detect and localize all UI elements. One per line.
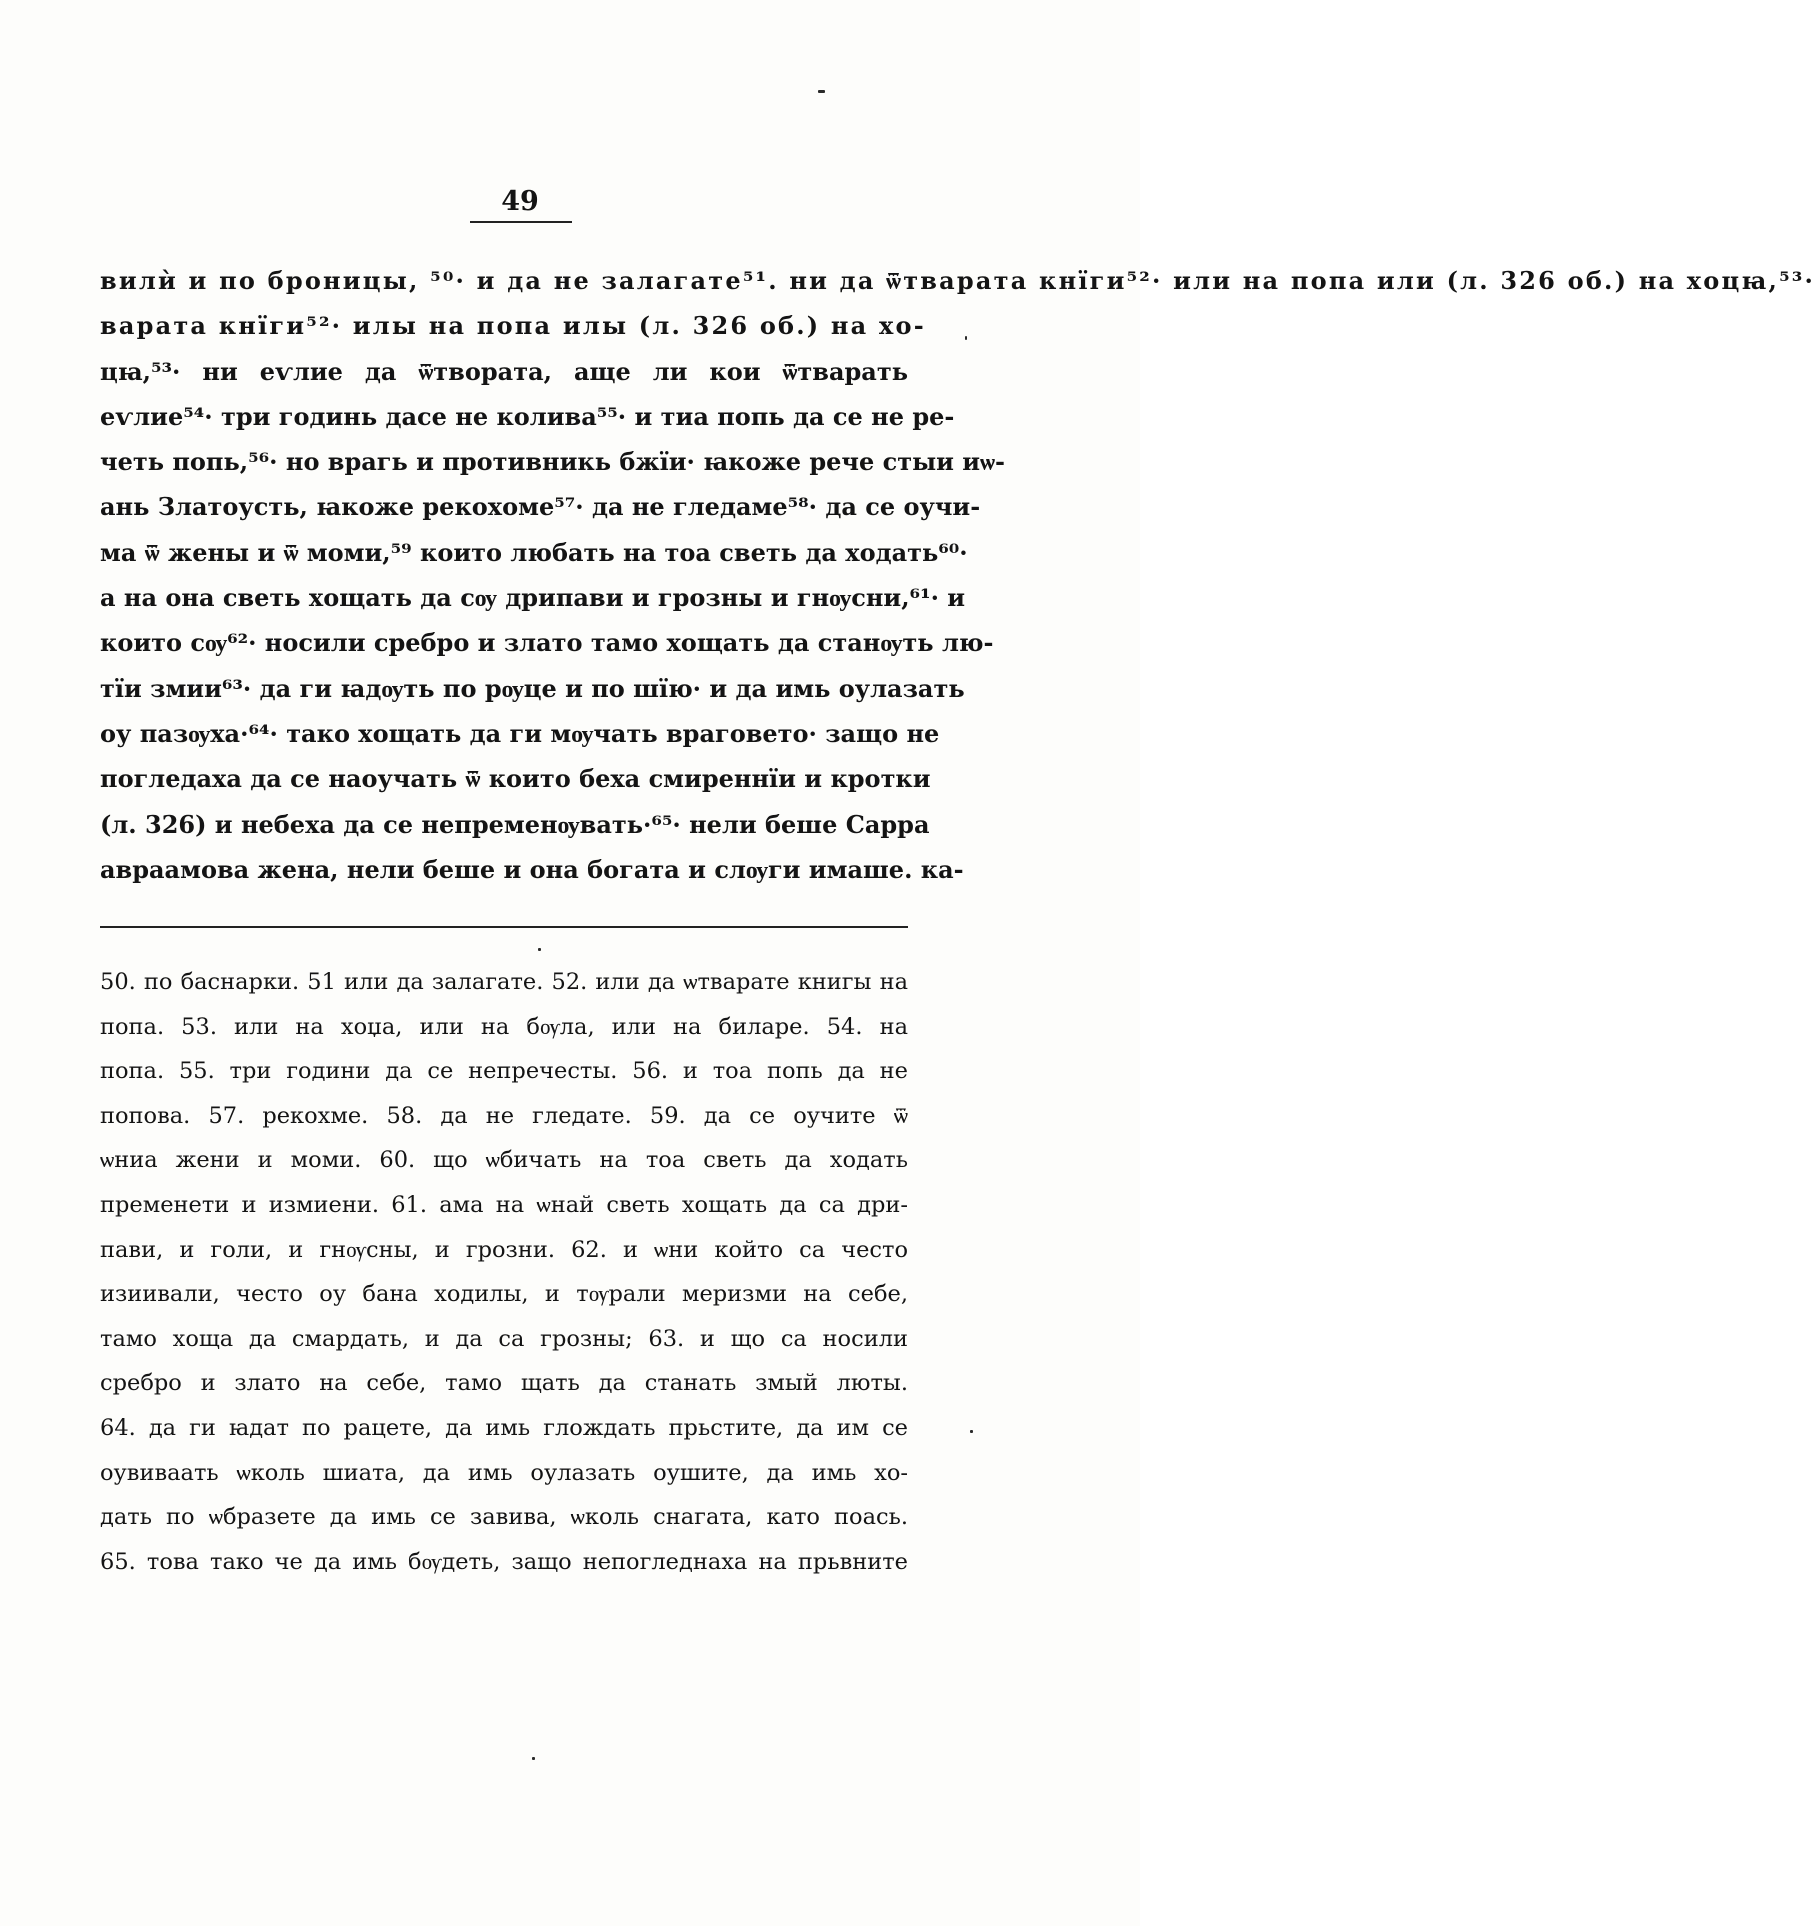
main-text-line: които сѹ⁶²· носили сребро и злато тамо хощать да станѹть лю- [100, 628, 994, 658]
footnote-line: попа. 53. или на хоџа, или на бѹла, или на билаpe. 54. на [100, 1013, 908, 1040]
main-text-line: ань Златоусть, ꙗкоже рекохоме⁵⁷· да не гледаме⁵⁸· да се оучи- [100, 492, 981, 522]
print-speck [532, 1757, 535, 1760]
main-text-line: варата кнїги⁵²· илы на попа илы (л. 326 об.) на хо- [100, 311, 926, 341]
footnote-rule [100, 926, 908, 928]
main-text-line: авраамова жена, нели беше и она богата и слѹги имаше. ка- [100, 854, 964, 884]
main-text-line: тїи змии⁶³· да ги ꙗдѹть по рѹце и по шїю· и да имь оулазать [100, 673, 965, 703]
footnote-line: пави, и голи, и гнѹсны, и грозни. 62. и ѡни който са често [100, 1236, 908, 1263]
main-text-block [100, 258, 1815, 892]
footnote-line: 50. по баснарки. 51 или да залагате. 52. или да ѡтварате книгы на [100, 969, 908, 995]
main-text-line: (л. 326) и небеха да се непременѹвать·⁶⁵· нели беше Сарра [100, 809, 930, 839]
print-speck [970, 1430, 973, 1433]
footnote-line: 65. това тако че да имь бѹдеть, защо непогледнаха на прьвните [100, 1548, 908, 1575]
main-text-line: четь попь,⁵⁶· но врагь и противникь бжїи· ꙗкоже рече стыи иѡ- [100, 447, 1005, 477]
main-text-line: вилѝ и по броницы, ⁵⁰· и да не залагате⁵¹. ни да ѿтварата кнїги⁵²· или на попа или (л. 326 об.) на хоцꙗ,⁵³· [100, 266, 1815, 295]
footnote-line: ѡниа жени и моми. 60. що ѡбичать на тоа светь да ходать [100, 1147, 908, 1174]
page-number: 49 [501, 186, 539, 217]
main-text-line: оу пазѹха·⁶⁴· тако хощать да ги мѹчать врагoвето· защо не [100, 718, 940, 748]
footnote-line: сребро и злато на себе, тамо щать да станать змый люты. [100, 1370, 908, 1397]
main-text-line: цꙗ,⁵³· ни еѵлие да ѿтвората, аще ли кои ѿтварать [100, 356, 908, 386]
main-text-line: еѵлие⁵⁴· три годинь дасе не колива⁵⁵· и тиа попь да се не ре- [100, 401, 955, 431]
main-text-line: поглeдаха да се наоучать ѿ които беха смиреннїи и кротки [100, 764, 931, 794]
main-text-line: а на она светь хощать да сѹ дрипави и грозны и гнѹсни,⁶¹· и [100, 583, 966, 613]
footnote-line: дать по ѡбразете да имь се завива, ѡколь снагата, като поась. [100, 1504, 908, 1531]
footnote-line: пременети и измиени. 61. ама на ѡнай светь хощать да са дри- [100, 1191, 908, 1218]
footnote-line: 64. да ги ꙗдат по рацете, да имь глождать прьстите, да им се [100, 1414, 908, 1441]
footnote-line: попа. 55. три години да се непречесты. 56. и тоа попь да не [100, 1058, 908, 1085]
header-rule [470, 221, 572, 223]
print-speck [538, 948, 541, 951]
footnotes-block [100, 960, 908, 1584]
print-speck [965, 336, 967, 340]
main-text-line: ма ѿ жены и ѿ моми,⁵⁹ които любать на тоа светь да ходать⁶⁰· [100, 537, 968, 567]
print-speck [818, 90, 825, 93]
footnote-line: изиивали, често оу бана ходилы, и тѹрали меризми на себе, [100, 1281, 908, 1308]
footnote-line: тамо хоща да смардать, и да са грозны; 63. и що са носили [100, 1325, 908, 1352]
footnote-line: попова. 57. рекохме. 58. да не гледате. 59. да се оучите ѿ [100, 1102, 908, 1129]
footnote-line: оувиваать ѡколь шиата, да имь оулазать оушите, да имь хо- [100, 1459, 908, 1486]
